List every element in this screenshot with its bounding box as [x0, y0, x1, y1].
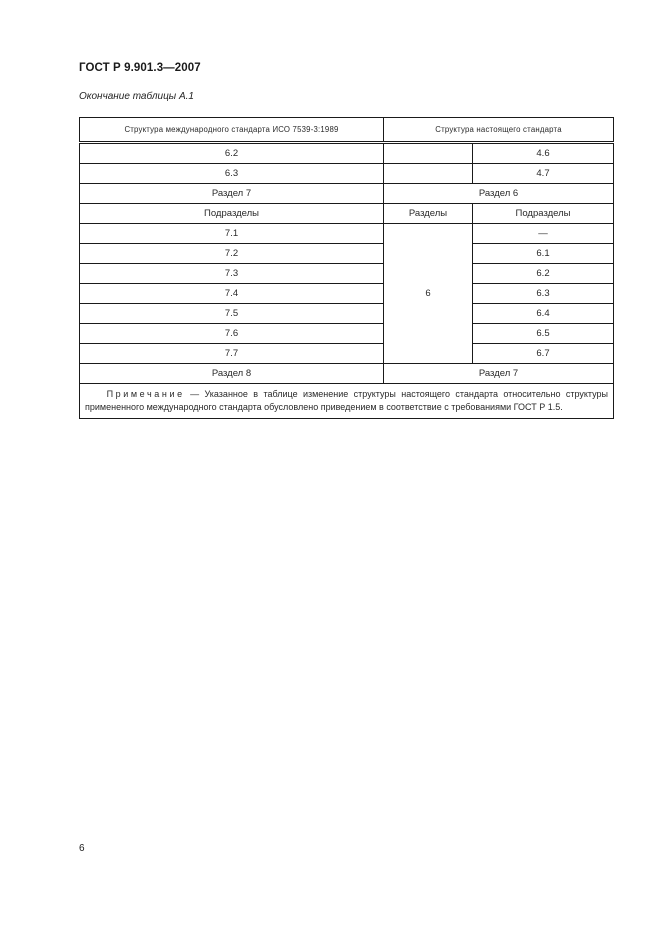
cell-current-section: Раздел 6: [384, 184, 614, 204]
cell-intl: 6.2: [80, 143, 384, 164]
note-label: Примечание: [106, 389, 185, 399]
cell-intl: 6.3: [80, 164, 384, 184]
header-international: Структура международного стандарта ИСО 7539-3:1989: [80, 118, 384, 143]
cell-intl: 7.2: [80, 244, 384, 264]
cell-current-section: Раздел 7: [384, 364, 614, 384]
table-row: [80, 264, 614, 284]
cell-subsection: —: [473, 224, 614, 244]
subheader-row: [80, 204, 614, 224]
table-row: [80, 324, 614, 344]
header-current: Структура настоящего стандарта: [384, 118, 614, 143]
note-row: [80, 384, 614, 419]
cell-subsection: 6.7: [473, 344, 614, 364]
cell-subsection: 6.1: [473, 244, 614, 264]
cell-intl: 7.5: [80, 304, 384, 324]
cell-subsection: 6.2: [473, 264, 614, 284]
cell-merged-section: 6: [384, 224, 473, 364]
cell-intl: 7.4: [80, 284, 384, 304]
table-header-row: [80, 118, 614, 143]
subheader-intl: Подразделы: [80, 204, 384, 224]
note-text: — Указанное в таблице изменение структуры настоящего стандарта относительно структуры примененного международного стандарта обусловлено приведением в соответствие с требованиями ГОСТ Р 1.5.: [85, 389, 609, 412]
table-note: [80, 384, 614, 419]
table-row: [80, 143, 614, 164]
table-row: [80, 284, 614, 304]
cell-intl: 7.1: [80, 224, 384, 244]
cell-section: [384, 164, 473, 184]
cell-intl: 7.3: [80, 264, 384, 284]
table-row: [80, 244, 614, 264]
section-row: [80, 184, 614, 204]
structure-comparison-table: [79, 117, 614, 419]
cell-subsection: 6.5: [473, 324, 614, 344]
cell-subsection: 6.3: [473, 284, 614, 304]
table-row: [80, 344, 614, 364]
cell-intl-section: Раздел 7: [80, 184, 384, 204]
cell-intl: 7.7: [80, 344, 384, 364]
section-row: [80, 364, 614, 384]
document-header: ГОСТ Р 9.901.3—2007: [79, 62, 201, 74]
subheader-section: Разделы: [384, 204, 473, 224]
cell-subsection: 6.4: [473, 304, 614, 324]
table-row: [80, 224, 614, 244]
cell-intl: 7.6: [80, 324, 384, 344]
table-caption: Окончание таблицы А.1: [79, 91, 194, 102]
cell-intl-section: Раздел 8: [80, 364, 384, 384]
subheader-subsection: Подразделы: [473, 204, 614, 224]
cell-subsection: 4.7: [473, 164, 614, 184]
page-number: 6: [79, 843, 85, 854]
cell-subsection: 4.6: [473, 143, 614, 164]
table-row: [80, 304, 614, 324]
table-row: [80, 164, 614, 184]
cell-section: [384, 143, 473, 164]
